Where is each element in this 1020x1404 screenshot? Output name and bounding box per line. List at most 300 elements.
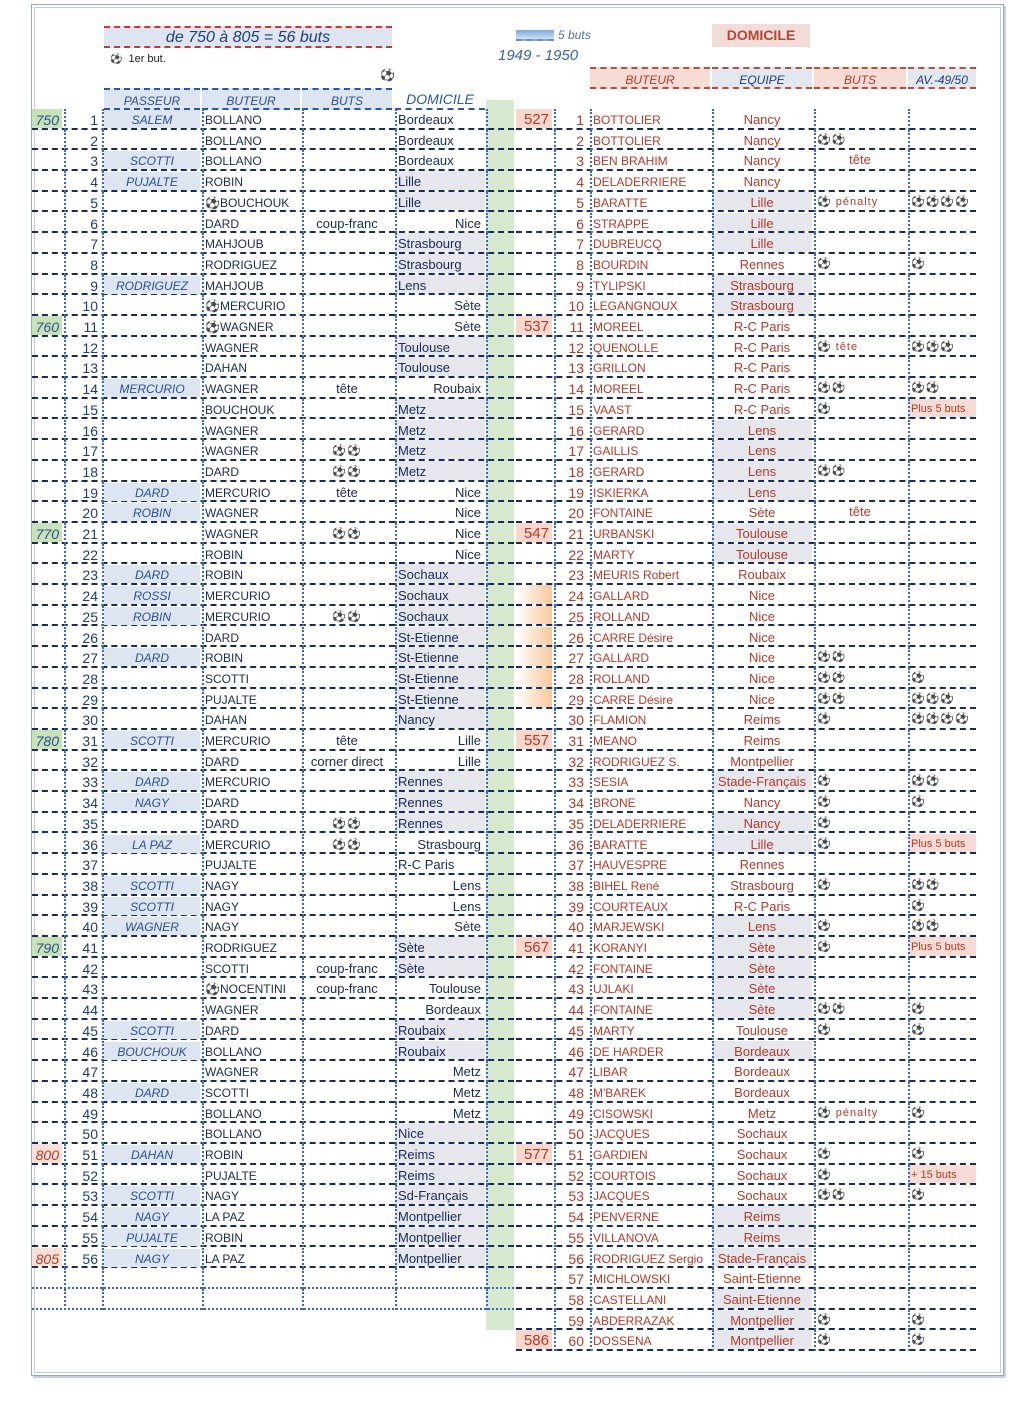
buts-note: tête [336, 484, 358, 500]
column-divider [590, 834, 592, 855]
passeur-name: NAGY [104, 793, 200, 811]
av-note: ⚽ [911, 1334, 926, 1347]
column-divider [908, 896, 910, 917]
domicile-team: Lille [395, 171, 485, 190]
total-count [32, 709, 62, 728]
column-divider [908, 523, 910, 544]
total-count: 760 [32, 316, 62, 335]
col-header-av: AV.-49/50 [908, 67, 976, 89]
buts-note [814, 295, 906, 314]
equipe-team: Nice [748, 608, 775, 624]
column-divider [486, 854, 488, 875]
column-divider [814, 896, 816, 917]
total-count [32, 502, 62, 521]
column-divider [202, 275, 204, 296]
table-row [32, 999, 514, 1020]
column-divider [712, 1268, 714, 1289]
column-divider [64, 1020, 66, 1041]
column-divider [590, 275, 592, 296]
table-row [32, 854, 514, 875]
passeur-name [104, 959, 200, 977]
total-count [32, 771, 62, 790]
column-divider [712, 337, 714, 358]
total-count [516, 1206, 552, 1225]
total-count [32, 751, 62, 770]
table-row [32, 1144, 514, 1165]
domicile-team: Montpellier [395, 1206, 485, 1225]
column-divider [202, 378, 204, 399]
table-row [516, 150, 976, 171]
equipe-team: Bordeaux [734, 1084, 790, 1100]
total-count [32, 1020, 62, 1039]
total-count [32, 1227, 62, 1246]
total-count [32, 420, 62, 439]
buts-note: ⚽⚽ [332, 610, 362, 623]
table-row [32, 916, 514, 937]
column-divider [302, 751, 304, 772]
row-number: 6 [90, 215, 98, 232]
equipe-team: Strasbourg [712, 295, 812, 314]
column-divider [486, 440, 488, 461]
av-note [908, 420, 976, 439]
passeur-name: SCOTTI [104, 1021, 200, 1039]
equipe-team: Nancy [712, 813, 812, 832]
column-divider [302, 378, 304, 399]
table-row [32, 834, 514, 855]
first-goal-label: 1er but. [128, 53, 166, 65]
column-divider [908, 420, 910, 441]
av-note: ⚽ [911, 1189, 926, 1202]
row-number: 27 [82, 650, 98, 666]
column-divider [395, 1165, 397, 1186]
column-divider [712, 978, 714, 999]
buteur-name: MERCURIO [205, 775, 271, 790]
row-number: 2 [90, 132, 98, 149]
table-row [32, 978, 514, 999]
passeur-name [104, 462, 200, 480]
column-divider [712, 585, 714, 606]
passeur-name [104, 358, 200, 376]
column-divider [302, 771, 304, 792]
buts-note [302, 1165, 392, 1184]
buts-note [302, 854, 392, 873]
table-row [32, 1165, 514, 1186]
buteur-name: STRAPPE [593, 216, 650, 231]
buteur-name: WAGNER [205, 382, 259, 397]
column-divider [102, 378, 104, 399]
row-number: 57 [568, 1271, 584, 1287]
column-divider [814, 771, 816, 792]
column-divider [908, 150, 910, 171]
total-count [516, 1227, 552, 1246]
table-row [516, 233, 976, 254]
column-divider [302, 233, 304, 254]
buteur-name: COURTOIS [593, 1168, 656, 1183]
column-divider [712, 564, 714, 585]
total-count [516, 1268, 552, 1287]
table-row [32, 233, 514, 254]
row-number: 2 [576, 132, 584, 149]
column-divider [814, 1185, 816, 1206]
av-note [908, 523, 976, 542]
total-count [32, 647, 62, 666]
equipe-team: Nancy [743, 132, 781, 148]
row-number: 17 [82, 443, 98, 459]
av-note [908, 482, 976, 501]
row-number: 24 [568, 588, 584, 604]
column-divider [712, 771, 714, 792]
domicile-team: Sète [454, 298, 481, 314]
column-divider [554, 150, 556, 171]
column-divider [202, 730, 204, 751]
table-row [516, 420, 976, 441]
column-divider [486, 502, 488, 523]
five-goals-swatch [516, 30, 554, 41]
av-note [908, 1123, 976, 1142]
column-divider [590, 999, 592, 1020]
row-number: 11 [569, 319, 584, 335]
equipe-team: Metz [747, 1105, 777, 1121]
buteur-name: ⚽BOUCHOUK [205, 195, 290, 210]
column-divider [202, 958, 204, 979]
passeur-name [104, 1000, 200, 1018]
buteur-name: LA PAZ [205, 1210, 245, 1225]
domicile-team: Metz [452, 1084, 481, 1100]
passeur-name [104, 1124, 200, 1142]
buteur-name: SCOTTI [205, 671, 249, 686]
column-divider [486, 647, 488, 668]
equipe-team: R-C Paris [733, 381, 791, 397]
column-divider [64, 854, 66, 875]
column-divider [712, 233, 714, 254]
row-number: 22 [82, 546, 98, 563]
domicile-team: Lens [395, 275, 485, 294]
column-divider [908, 1227, 910, 1248]
column-divider [554, 1330, 556, 1351]
buteur-name: MAHJOUB [205, 237, 264, 252]
row-number: 40 [568, 919, 584, 935]
column-divider [395, 254, 397, 275]
column-divider [302, 834, 304, 855]
column-divider [554, 1310, 556, 1331]
buts-note [814, 1061, 906, 1080]
row-number: 51 [568, 1147, 584, 1163]
column-divider [814, 564, 816, 585]
domicile-team: Sète [454, 319, 481, 334]
column-divider [590, 1123, 592, 1144]
row-number: 28 [568, 670, 584, 687]
table-row [32, 647, 514, 668]
buteur-name: MERCURIO [205, 589, 271, 604]
column-divider [486, 337, 488, 358]
column-divider [712, 606, 714, 627]
total-count [32, 627, 62, 646]
column-divider [712, 751, 714, 772]
av-note [908, 978, 976, 997]
buts-note [302, 316, 392, 335]
table-row [32, 337, 514, 358]
column-divider [202, 1123, 204, 1144]
buteur-name: GAILLIS [593, 444, 639, 459]
buts-note [814, 958, 906, 977]
column-divider [202, 1289, 204, 1310]
passeur-name [104, 1290, 200, 1308]
column-divider [64, 999, 66, 1020]
column-divider [554, 192, 556, 213]
row-number: 52 [82, 1167, 98, 1184]
column-divider [554, 834, 556, 855]
column-divider [302, 150, 304, 171]
row-number: 47 [568, 1064, 584, 1080]
domicile-team: Sète [395, 958, 485, 977]
column-divider [590, 647, 592, 668]
buts-note: ⚽ [817, 1148, 832, 1160]
buts-note [814, 213, 906, 232]
buteur-name: BOUCHOUK [205, 402, 275, 417]
buts-note: ⚽ pénalty [817, 195, 879, 208]
buteur-name: TYLIPSKI [593, 278, 646, 293]
total-count [32, 337, 62, 356]
row-number: 42 [82, 960, 98, 977]
row-number: 6 [576, 215, 584, 232]
column-divider [202, 585, 204, 606]
buteur-name: RODRIGUEZ [205, 941, 277, 955]
column-divider [302, 668, 304, 689]
buteur-name: HAUVESPRE [593, 858, 668, 873]
total-count [32, 254, 62, 273]
row-number: 48 [568, 1084, 584, 1101]
column-divider [908, 1330, 910, 1351]
buteur-name: SCOTTI [205, 961, 249, 976]
column-divider [395, 109, 397, 130]
av-note: ⚽⚽ [911, 878, 941, 891]
column-divider [554, 337, 556, 358]
equipe-team: Sochaux [736, 1167, 788, 1183]
buteur-name: ROBIN [205, 651, 244, 666]
table-row [32, 813, 514, 834]
buteur-name: CASTELLANI [593, 1292, 667, 1307]
column-divider [814, 1165, 816, 1186]
column-divider [102, 978, 104, 999]
column-divider [814, 1020, 816, 1041]
column-divider [486, 834, 488, 855]
buts-note: tête [336, 733, 358, 748]
av-note [908, 1061, 976, 1080]
column-divider [202, 544, 204, 565]
column-divider [814, 978, 816, 999]
column-divider [712, 999, 714, 1020]
buts-note [302, 1227, 392, 1246]
passeur-name: PUJALTE [104, 172, 200, 190]
table-row [516, 564, 976, 585]
column-divider [302, 978, 304, 999]
column-divider [814, 606, 816, 627]
column-divider [202, 1248, 204, 1269]
av-note: ⚽ [911, 671, 926, 684]
domicile-team: Montpellier [395, 1248, 485, 1267]
total-count [32, 399, 62, 418]
column-divider [814, 275, 816, 296]
column-divider [590, 751, 592, 772]
passeur-name: NAGY [104, 1207, 200, 1225]
column-divider [202, 192, 204, 213]
column-divider [302, 440, 304, 461]
column-divider [102, 1185, 104, 1206]
column-divider [814, 689, 816, 710]
av-note [908, 130, 976, 149]
column-divider [202, 316, 204, 337]
column-divider [102, 1020, 104, 1041]
total-count [516, 357, 552, 376]
column-divider [554, 668, 556, 689]
column-divider [814, 378, 816, 399]
total-count [516, 1061, 552, 1080]
column-divider [395, 1185, 397, 1206]
domicile-team: Metz [395, 420, 485, 439]
row-number: 21 [568, 526, 584, 542]
total-count [516, 213, 552, 232]
column-divider [395, 751, 397, 772]
buts-note [814, 585, 906, 604]
passeur-name: DARD [104, 1083, 200, 1101]
table-row [516, 771, 976, 792]
buteur-name: MERCURIO [205, 734, 271, 748]
equipe-team: R-C Paris [733, 360, 791, 376]
column-divider [554, 440, 556, 461]
buteur-name: KORANYI [593, 941, 648, 955]
row-number: 39 [568, 898, 584, 915]
column-divider [395, 192, 397, 213]
buteur-name: DARD [205, 1023, 240, 1038]
equipe-team: Lens [712, 916, 812, 935]
column-divider [64, 1061, 66, 1082]
column-divider [590, 896, 592, 917]
column-divider [590, 1165, 592, 1186]
column-divider [908, 1020, 910, 1041]
av-note [908, 233, 976, 252]
column-divider [590, 564, 592, 585]
column-divider [590, 585, 592, 606]
column-divider [590, 130, 592, 151]
equipe-team: Rennes [739, 857, 785, 873]
av-note [908, 730, 976, 749]
table-row [516, 1185, 976, 1206]
passeur-name: ROSSI [104, 586, 200, 604]
column-divider [590, 1020, 592, 1041]
column-divider [302, 482, 304, 503]
domicile-team: Toulouse [395, 337, 485, 356]
column-divider [908, 233, 910, 254]
column-divider [554, 171, 556, 192]
table-row [516, 357, 976, 378]
passeur-name: ROBIN [104, 503, 200, 521]
column-divider [395, 337, 397, 358]
column-divider [554, 461, 556, 482]
domicile-team: Toulouse [395, 357, 485, 376]
column-divider [395, 378, 397, 399]
column-divider [554, 254, 556, 275]
column-divider [64, 668, 66, 689]
column-divider [554, 130, 556, 151]
soccer-ball-icon: ⚽ [380, 68, 395, 82]
domicile-team: St-Etienne [395, 689, 485, 708]
av-note: ⚽⚽ [911, 775, 941, 788]
equipe-team: Lille [712, 834, 812, 853]
total-count [32, 1289, 62, 1308]
buts-note [302, 689, 392, 708]
column-divider [102, 564, 104, 585]
column-divider [395, 150, 397, 171]
column-divider [712, 1310, 714, 1331]
total-count [516, 1041, 552, 1060]
equipe-team: Nice [748, 629, 775, 645]
column-divider [486, 1061, 488, 1082]
row-number: 26 [82, 629, 98, 646]
total-count [516, 1020, 552, 1039]
table-row [32, 689, 514, 710]
column-divider [202, 1206, 204, 1227]
column-divider [64, 937, 66, 958]
column-divider [486, 192, 488, 213]
table-row [32, 440, 514, 461]
column-divider [712, 689, 714, 710]
column-divider [486, 1206, 488, 1227]
row-number [66, 1289, 102, 1308]
equipe-team: Strasbourg [712, 275, 812, 294]
total-count: 805 [32, 1248, 62, 1267]
buteur-name: PUJALTE [205, 692, 257, 707]
column-divider [102, 875, 104, 896]
column-divider [712, 1144, 714, 1165]
column-divider [395, 1227, 397, 1248]
table-row [516, 1103, 976, 1124]
buteur-name: WAGNER [205, 527, 259, 541]
table-row [516, 813, 976, 834]
row-number: 36 [82, 836, 98, 853]
row-number: 56 [568, 1250, 584, 1267]
buts-note [302, 420, 392, 439]
column-divider [302, 1082, 304, 1103]
column-divider [302, 999, 304, 1020]
table-row [32, 357, 514, 378]
buts-note: coup-franc [316, 960, 378, 976]
column-divider [64, 482, 66, 503]
column-divider [486, 1165, 488, 1186]
buts-note [814, 1041, 906, 1060]
equipe-team: Lille [712, 192, 812, 211]
column-divider [202, 896, 204, 917]
buteur-name: DELADERRIERE [593, 175, 687, 190]
row-number: 24 [82, 588, 98, 604]
column-divider [302, 564, 304, 585]
total-count [32, 1082, 62, 1101]
row-number: 33 [82, 774, 98, 791]
column-divider [395, 958, 397, 979]
table-row [516, 1144, 976, 1165]
column-divider [908, 1248, 910, 1269]
total-count [516, 233, 552, 252]
column-divider [102, 689, 104, 710]
row-number: 34 [82, 795, 98, 811]
buts-note [814, 606, 906, 625]
buts-note: ⚽⚽ [817, 692, 847, 705]
column-divider [64, 1248, 66, 1269]
buts-note [302, 1185, 392, 1204]
row-number: 41 [82, 940, 98, 956]
domicile-team: Bordeaux [425, 1002, 481, 1018]
equipe-team: Lille [712, 213, 812, 232]
column-divider [102, 958, 104, 979]
